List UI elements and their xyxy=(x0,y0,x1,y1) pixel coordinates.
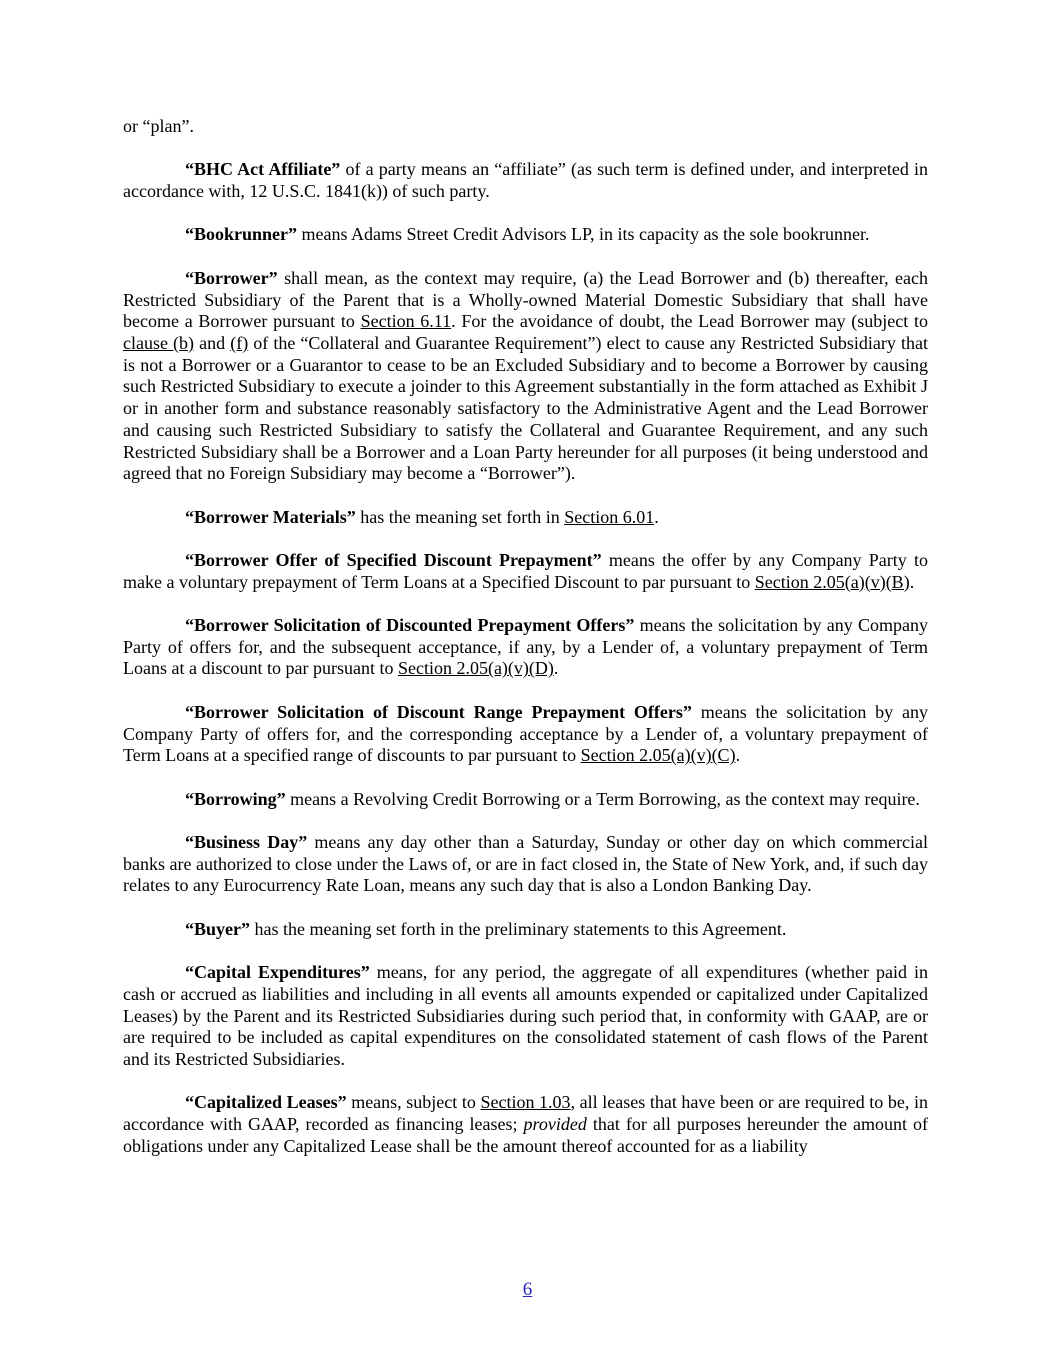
text-run: has the meaning set forth in the preliminary statements to this Agreement. xyxy=(250,918,787,939)
section-reference-link[interactable]: Section 2.05(a)(v)(C) xyxy=(580,745,736,766)
defined-term: “Bookrunner” xyxy=(185,224,298,245)
text-run: means, for any period, the aggregate of all expenditures (whether paid in cash or accrued as liabilities and including in all events all amounts expended or capitalized under Capitalized Leases) by the Parent and its Restricted Subsidiaries during such period that, in conformity with GAAP, are or are required to be included as capital expenditures on the consolidated statement of cash flows of the Parent and its Restricted Subsidiaries. xyxy=(123,962,928,1070)
paragraph-def-borrower xyxy=(123,268,928,485)
defined-term: “Buyer” xyxy=(185,918,250,939)
defined-term: “Borrower” xyxy=(185,267,278,288)
text-run: means the solicitation by any Company Party of offers for, and the subsequent acceptance, if any, by a Lender of, a voluntary prepayment of Term Loans at a discount to par pursuant to xyxy=(123,615,928,679)
text-run: . xyxy=(735,745,741,766)
defined-term: “Borrowing” xyxy=(185,788,286,809)
section-reference-link[interactable]: Section 2.05(a)(v)(B) xyxy=(754,571,910,592)
defined-term: “Capital Expenditures” xyxy=(185,962,370,983)
text-run: means any day other than a Saturday, Sunday or other day on which commercial banks are authorized to close under the Laws of, or are in fact closed in, the State of New York, and, if such day relates to any Eurocurrency Rate Loan, means any such day that is also a London Banking Day. xyxy=(123,832,928,896)
paragraph-def-business-day xyxy=(123,832,928,897)
paragraph-def-borrowing xyxy=(123,789,928,811)
paragraph-def-borrower-solicitation-discount-range-prepayment-offers xyxy=(123,702,928,767)
text-run: that for all purposes hereunder the amount of obligations under any Capitalized Lease shall be the amount thereof accounted for as a liability xyxy=(123,1114,928,1156)
text-run: means the offer by any Company Party to make a voluntary prepayment of Term Loans at a Specified Discount to par pursuant to xyxy=(123,549,928,592)
text-run: . xyxy=(553,658,559,679)
text-run: means the solicitation by any Company Party of offers for, and the corresponding acceptance by a Lender of, a voluntary prepayment of Term Loans at a specified range of discounts to par pursuant to xyxy=(123,701,928,766)
page-footer xyxy=(0,1279,1055,1301)
text-run: of the “Collateral and Guarantee Requirement”) elect to cause any Restricted Subsidiary that is not a Borrower or a Guarantor to cease to be an Excluded Subsidiary and to become a Borrower by causing such Restricted Subsidiary to execute a joinder to this Agreement substantially in the form attached as Exhibit J or in another form and substance reasonably satisfactory to the Administrative Agent and the Lead Borrower and causing such Restricted Subsidiary to satisfy the Collateral and Guarantee Requirement, and any such Restricted Subsidiary shall be a Borrower and a Loan Party hereunder for all purposes (it being understood and agreed that no Foreign Subsidiary may become a “Borrower”). xyxy=(123,332,928,484)
paragraph-def-borrower-materials xyxy=(123,507,928,529)
paragraph-def-capitalized-leases xyxy=(123,1092,928,1157)
page-number-link[interactable]: 6 xyxy=(522,1279,533,1300)
paragraph-def-buyer xyxy=(123,919,928,941)
text-run: , all leases that have been or are required to be, in accordance with GAAP, recorded as financing leases; xyxy=(123,1092,928,1135)
paragraph-def-borrower-offer-specified-discount-prepayment xyxy=(123,550,928,593)
defined-term: “Borrower Solicitation of Discount Range Prepayment Offers” xyxy=(185,701,692,722)
text-run: and xyxy=(194,332,231,353)
defined-term: “Borrower Solicitation of Discounted Prepayment Offers” xyxy=(185,615,635,636)
paragraph-def-bhc-act-affiliate xyxy=(123,159,928,202)
defined-term: “Business Day” xyxy=(185,832,308,853)
paragraph-def-bookrunner xyxy=(123,224,928,246)
text-run: or “plan”. xyxy=(123,116,194,136)
text-run: shall mean, as the context may require, (a) the Lead Borrower and (b) thereafter, each Restricted Subsidiary of the Parent that is a Wholly-owned Material Domestic Subsidiary that shall have become a Borrower pursuant to xyxy=(123,267,928,332)
text-run: means a Revolving Credit Borrowing or a Term Borrowing, as the context may require. xyxy=(285,788,920,809)
section-reference-link[interactable]: Section 6.01 xyxy=(564,506,655,527)
defined-term: “BHC Act Affiliate” xyxy=(185,159,341,180)
text-run: of a party means an “affiliate” (as such term is defined under, and interpreted in accordance with, 12 U.S.C. 1841(k)) of such party. xyxy=(123,159,928,202)
text-run: . xyxy=(654,506,659,527)
section-reference-link[interactable]: clause (b) xyxy=(123,332,195,353)
text-run: means, subject to xyxy=(346,1092,481,1113)
paragraph-def-capital-expenditures xyxy=(123,962,928,1071)
document-body xyxy=(123,116,928,1179)
section-reference-link[interactable]: Section 2.05(a)(v)(D) xyxy=(397,658,554,679)
paragraph-continuation-plan xyxy=(123,116,928,138)
paragraph-def-borrower-solicitation-discounted-prepayment-offers xyxy=(123,615,928,680)
text-run: has the meaning set forth in xyxy=(355,506,565,527)
text-run: means Adams Street Credit Advisors LP, in its capacity as the sole bookrunner. xyxy=(297,224,870,245)
text-run: . xyxy=(909,571,915,592)
text-run: . For the avoidance of doubt, the Lead Borrower may (subject to xyxy=(451,311,929,332)
defined-term: “Borrower Materials” xyxy=(185,506,356,527)
italic-text: provided xyxy=(523,1114,587,1135)
section-reference-link[interactable]: Section 1.03 xyxy=(480,1092,571,1113)
section-reference-link[interactable]: (f) xyxy=(230,332,249,353)
defined-term: “Capitalized Leases” xyxy=(185,1092,347,1113)
defined-term: “Borrower Offer of Specified Discount Prepayment” xyxy=(185,549,602,570)
section-reference-link[interactable]: Section 6.11 xyxy=(360,311,452,332)
